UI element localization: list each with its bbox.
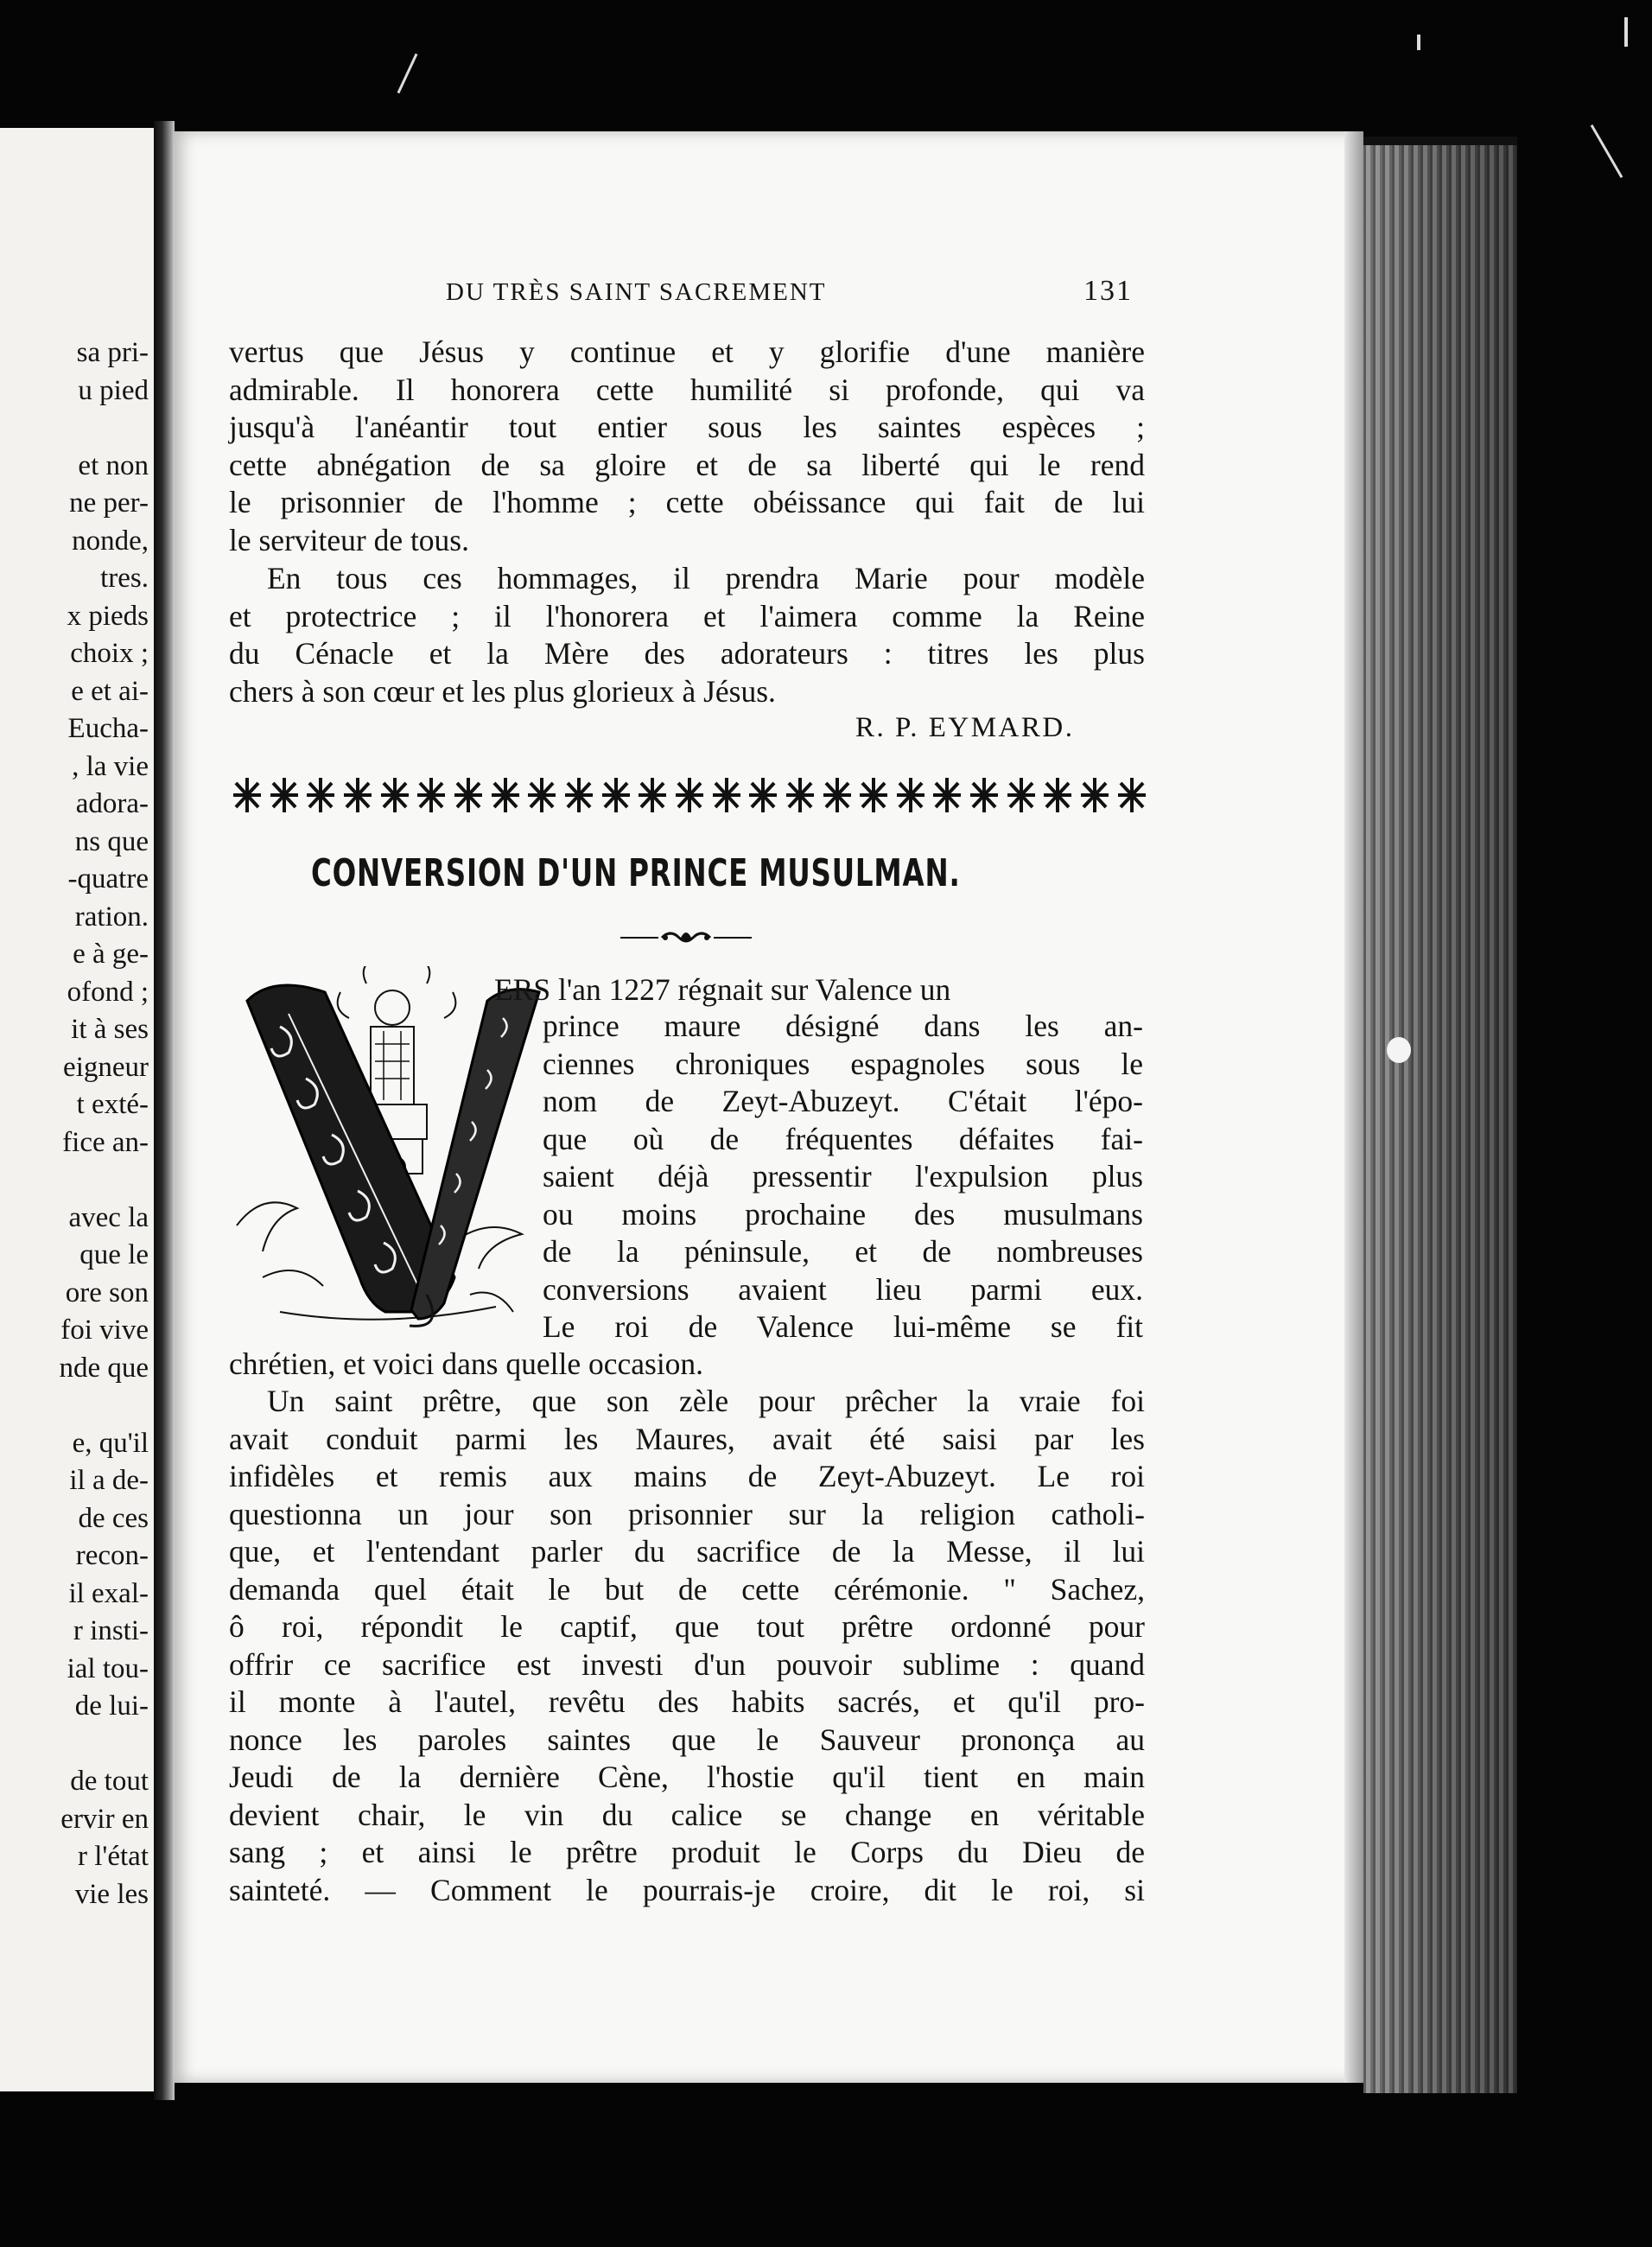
text-line: et protectrice ; il l'honorera et l'aimera comme la Reine — [229, 598, 1145, 633]
text-line: chrétien, et voici dans quelle occasion. — [229, 1346, 704, 1381]
left-page-line: recon- — [75, 1540, 149, 1571]
text-line: vertus que Jésus y continue et y glorifie d'une manière — [229, 334, 1145, 369]
text-line: ô roi, répondit le captif, que tout prêtre ordonné pour — [229, 1609, 1145, 1644]
left-page-line: ration. — [74, 901, 149, 933]
asterisk-ornament-icon — [416, 776, 447, 814]
asterisk-ornament-icon — [711, 776, 742, 814]
left-page-line: ial tou- — [67, 1652, 149, 1684]
left-page-line: fice an- — [62, 1126, 149, 1158]
edge-mark — [1387, 1037, 1411, 1063]
text-line: conversions avaient lieu parmi eux. — [543, 1271, 1143, 1307]
left-page-line: nde que — [59, 1352, 149, 1384]
text-line: nonce les paroles saintes que le Sauveur prononça au — [229, 1722, 1145, 1757]
asterisk-ornament-icon — [1042, 776, 1073, 814]
text-line: avait conduit parmi les Maures, avait été saisi par les — [229, 1421, 1145, 1456]
left-page-line: e à ge- — [73, 939, 149, 970]
text-line: que, et l'entendant parler du sacrifice de la Messe, il lui — [229, 1534, 1145, 1569]
running-header: DU TRÈS SAINT SACREMENT — [446, 278, 827, 306]
left-page-line: -quatre — [67, 863, 149, 894]
text-line: En tous ces hommages, il prendra Marie pour modèle — [267, 561, 1145, 595]
asterisk-ornament-icon — [563, 776, 594, 814]
left-page-line: r insti- — [73, 1615, 149, 1646]
text-line: du Cénacle et la Mère des adorateurs : titres les plus — [229, 636, 1145, 671]
left-page-line: tres. — [100, 563, 149, 594]
text-line: nom de Zeyt-Abuzeyt. C'était l'épo- — [543, 1084, 1143, 1118]
text-line: le serviteur de tous. — [229, 522, 470, 557]
left-page-line: avec la — [68, 1201, 149, 1233]
author-signature: R. P. EYMARD. — [855, 712, 1075, 743]
left-page-line: t exté- — [76, 1089, 149, 1120]
text-line: offrir ce sacrifice est investi d'un pouvoir sublime : quand — [229, 1646, 1145, 1682]
asterisk-ornament-icon — [1006, 776, 1037, 814]
asterisk-ornament-icon — [1116, 776, 1147, 814]
asterisk-ornament-icon — [1079, 776, 1110, 814]
left-page-line: , la vie — [72, 750, 149, 782]
page-number: 131 — [1083, 275, 1133, 307]
asterisk-ornament-icon — [379, 776, 410, 814]
text-line: prince maure désigné dans les an- — [543, 1009, 1143, 1043]
asterisk-ornament-icon — [747, 776, 778, 814]
article-title: CONVERSION D'UN PRINCE MUSULMAN. — [311, 851, 961, 895]
asterisk-ornament-icon — [637, 776, 668, 814]
left-page-line: il exal- — [68, 1577, 149, 1609]
film-scratch — [1591, 124, 1623, 178]
text-line: ou moins prochaine des musulmans — [543, 1196, 1143, 1232]
illuminated-dropcap-v-icon — [228, 966, 544, 1327]
asterisk-divider — [232, 769, 1147, 821]
film-scratch — [1624, 17, 1628, 47]
asterisk-ornament-icon — [232, 776, 263, 814]
asterisk-ornament-icon — [269, 776, 300, 814]
left-page-line: de ces — [78, 1502, 149, 1534]
text-line: infidèles et remis aux mains de Zeyt-Abuzeyt. Le roi — [229, 1459, 1145, 1493]
text-line: Jeudi de la dernière Cène, l'hostie qu'il tient en main — [229, 1760, 1145, 1794]
text-line: devient chair, le vin du calice se change en véritable — [229, 1797, 1145, 1832]
left-page-line: et non — [78, 449, 149, 481]
left-page-line: de tout — [70, 1766, 149, 1797]
left-page-line: it à ses — [71, 1014, 149, 1045]
article-wrapped-text — [543, 1008, 1143, 1346]
left-page-line: que le — [79, 1239, 149, 1270]
left-facing-page — [0, 128, 159, 2091]
left-page-line: choix ; — [70, 638, 149, 669]
asterisk-ornament-icon — [822, 776, 853, 814]
asterisk-ornament-icon — [305, 776, 336, 814]
flourish-icon — [620, 926, 752, 949]
asterisk-ornament-icon — [969, 776, 1000, 814]
left-page-line: adora- — [75, 788, 149, 819]
left-page-line: ofond ; — [67, 976, 149, 1008]
film-scratch — [397, 54, 418, 94]
text-line: ciennes chroniques espagnoles sous le — [543, 1046, 1143, 1081]
left-page-line: ne per- — [69, 487, 149, 519]
left-page-line: de lui- — [74, 1690, 149, 1722]
asterisk-ornament-icon — [858, 776, 889, 814]
book-gutter — [154, 121, 175, 2100]
left-page-line: Eucha- — [67, 713, 149, 744]
left-page-line: e, qu'il — [72, 1427, 149, 1459]
left-page-line: u pied — [78, 374, 149, 406]
text-line: sang ; et ainsi le prêtre produit le Corps du Dieu de — [229, 1835, 1145, 1869]
book-fore-edge — [1363, 137, 1517, 2093]
text-line: le prisonnier de l'homme ; cette obéissance qui fait de lui — [229, 485, 1145, 519]
text-line: Un saint prêtre, que son zèle pour prêcher la vraie foi — [267, 1384, 1145, 1418]
text-line: que où de fréquentes défaites fai- — [543, 1121, 1143, 1156]
asterisk-ornament-icon — [931, 776, 963, 814]
left-page-line: sa pri- — [76, 337, 149, 368]
previous-article-paragraph-1 — [229, 334, 1145, 559]
left-page-line: e et ai- — [71, 675, 149, 707]
text-line: cette abnégation de sa gloire et de sa liberté qui le rend — [229, 447, 1145, 482]
left-page-line: ervir en — [60, 1803, 149, 1835]
left-page-line: r l'état — [78, 1841, 149, 1872]
left-page-line: foi vive — [60, 1314, 149, 1346]
text-line: questionna un jour son prisonnier sur la religion catholi- — [229, 1496, 1145, 1531]
left-page-line: il a de- — [69, 1465, 149, 1496]
text-line: il monte à l'autel, revêtu des habits sacrés, et qu'il pro- — [229, 1684, 1145, 1719]
article-full-width-line — [229, 1346, 1145, 1384]
article-intro-line: ERS l'an 1227 régnait sur Valence un — [494, 972, 951, 1007]
left-page-line: ns que — [74, 825, 149, 857]
asterisk-ornament-icon — [895, 776, 926, 814]
text-line: admirable. Il honorera cette humilité si profonde, qui va — [229, 372, 1145, 407]
left-page-line: x pieds — [67, 600, 149, 632]
asterisk-ornament-icon — [785, 776, 816, 814]
asterisk-ornament-icon — [674, 776, 705, 814]
left-page-line: vie les — [74, 1878, 149, 1910]
left-page-line: nonde, — [72, 525, 149, 557]
asterisk-ornament-icon — [453, 776, 484, 814]
page-edge — [1344, 131, 1363, 2083]
text-line: jusqu'à l'anéantir tout entier sous les saintes espèces ; — [229, 410, 1145, 444]
asterisk-ornament-icon — [526, 776, 557, 814]
text-line: sainteté. — Comment le pourrais-je croire, dit le roi, si — [229, 1872, 1145, 1907]
text-line: saient déjà pressentir l'expulsion plus — [543, 1159, 1143, 1194]
text-line: Le roi de Valence lui-même se fit — [543, 1309, 1143, 1344]
left-page-line: ore son — [65, 1276, 149, 1308]
asterisk-ornament-icon — [490, 776, 521, 814]
text-line: chers à son cœur et les plus glorieux à Jésus. — [229, 673, 776, 709]
text-line: demanda quel était le but de cette cérémonie. " Sachez, — [229, 1571, 1145, 1607]
previous-article-paragraph-2 — [229, 560, 1145, 710]
left-page-line: eigneur — [63, 1051, 149, 1083]
text-line: de la péninsule, et de nombreuses — [543, 1234, 1143, 1269]
asterisk-ornament-icon — [342, 776, 373, 814]
asterisk-ornament-icon — [600, 776, 632, 814]
film-scratch — [1417, 35, 1420, 50]
article-paragraph-2 — [229, 1383, 1145, 1909]
